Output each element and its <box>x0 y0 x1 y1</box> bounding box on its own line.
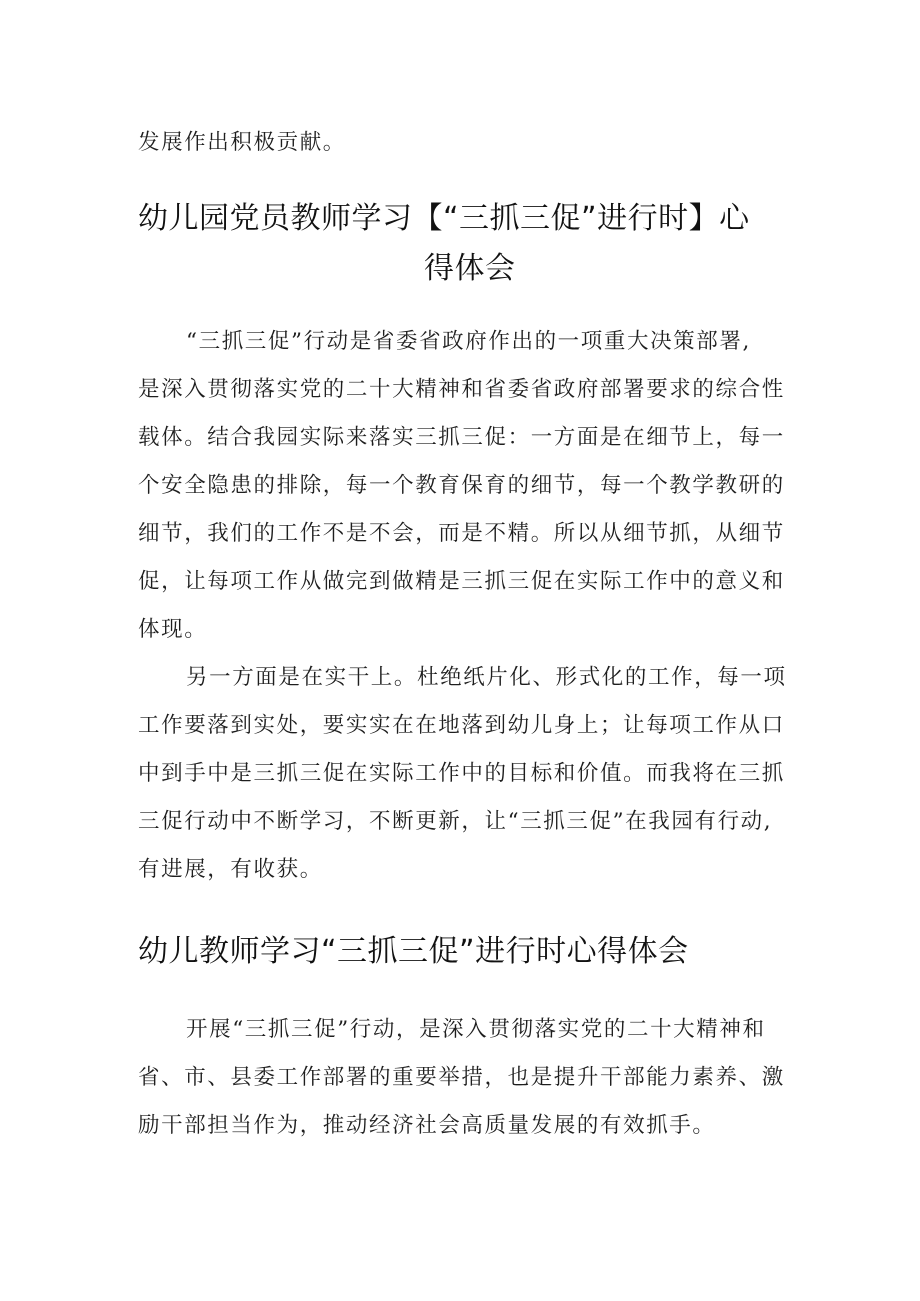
paragraph-line: 另一方面是在实干上。杜绝纸片化、形式化的工作，每一项 <box>186 665 787 690</box>
paragraph-line: 有进展，有收获。 <box>138 857 323 882</box>
paragraph-line: 省、市、县委工作部署的重要举措，也是提升干部能力素养、激 <box>138 1065 785 1090</box>
intro-tail-text: 发展作出积极贡献。 <box>138 130 346 155</box>
paragraph-line: 个安全隐患的排除，每一个教育保育的细节，每一个教学教研的 <box>138 473 785 498</box>
paragraph-line: 是深入贯彻落实党的二十大精神和省委省政府部署要求的综合性 <box>138 377 785 402</box>
article1-title-line1: 幼儿园党员教师学习【“三抓三促”进行时】心 <box>138 201 750 236</box>
paragraph-line: 载体。结合我园实际来落实三抓三促：一方面是在细节上，每一 <box>138 425 785 450</box>
article1-title-line2: 得体会 <box>424 251 516 286</box>
paragraph-line: 工作要落到实处，要实实在在地落到幼儿身上；让每项工作从口 <box>138 713 785 738</box>
paragraph-line: 中到手中是三抓三促在实际工作中的目标和价值。而我将在三抓 <box>138 761 785 786</box>
paragraph-line: 细节，我们的工作不是不会，而是不精。所以从细节抓，从细节 <box>138 521 785 546</box>
paragraph-line: 促，让每项工作从做完到做精是三抓三促在实际工作中的意义和 <box>138 569 785 594</box>
paragraph-line: “三抓三促”行动是省委省政府作出的一项重大决策部署, <box>186 329 751 354</box>
paragraph-line: 三促行动中不断学习，不断更新，让“三抓三促”在我园有行动, <box>138 809 773 834</box>
paragraph-line: 开展“三抓三促”行动，是深入贯彻落实党的二十大精神和 <box>186 1017 766 1042</box>
paragraph-line: 励干部担当作为，推动经济社会高质量发展的有效抓手。 <box>138 1113 716 1138</box>
article2-title: 幼儿教师学习“三抓三促”进行时心得体会 <box>138 934 689 969</box>
paragraph-line: 体现。 <box>138 617 208 642</box>
